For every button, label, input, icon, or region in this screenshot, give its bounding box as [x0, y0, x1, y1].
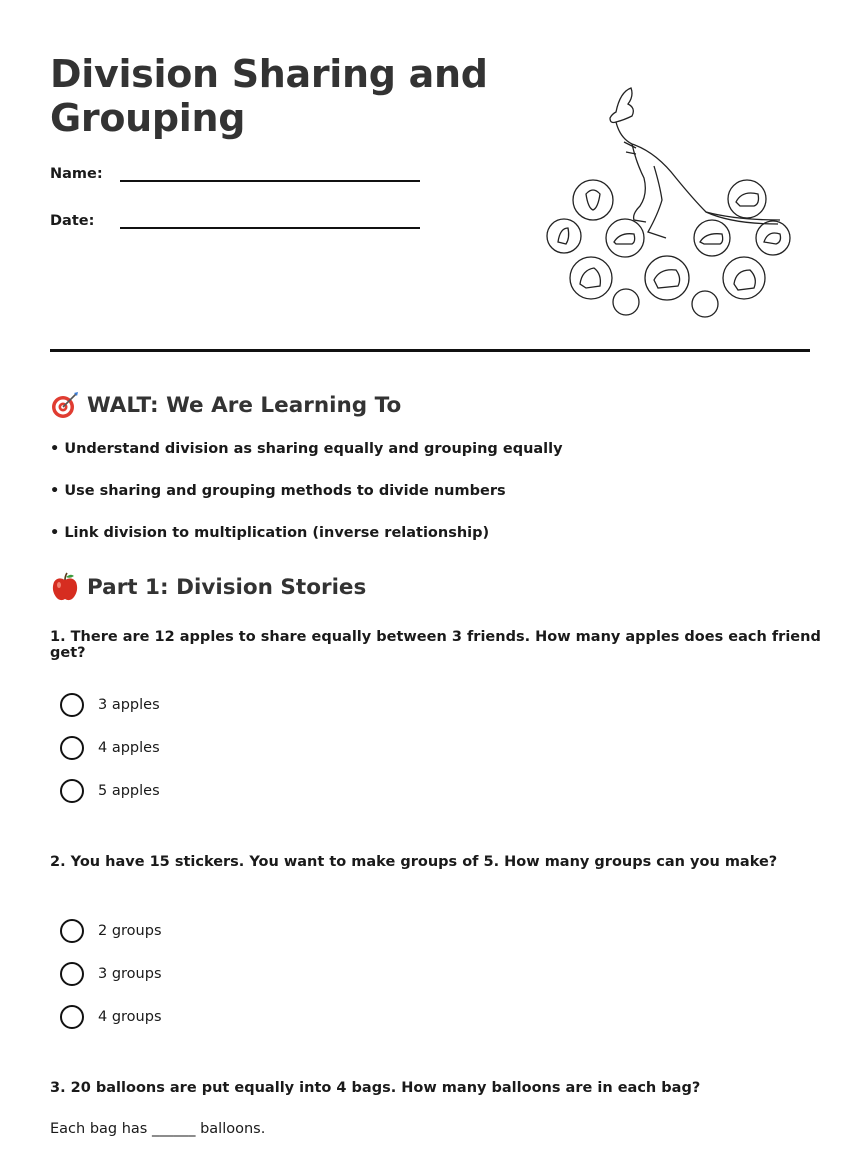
question-1: 1. There are 12 apples to share equally between 3 friends. How many apples does each friend get?	[50, 629, 821, 661]
q2-option-c[interactable]	[60, 1005, 162, 1029]
header-divider	[50, 349, 810, 352]
apple-icon	[50, 572, 80, 602]
part1-heading	[50, 572, 366, 602]
target-icon	[50, 390, 80, 420]
option-label: 4 apples	[98, 740, 160, 756]
radio-button[interactable]	[60, 962, 84, 986]
walt-item: • Understand division as sharing equally and grouping equally	[50, 441, 563, 457]
name-label: Name:	[50, 166, 103, 182]
question-3: 3. 20 balloons are put equally into 4 bags. How many balloons are in each bag?	[50, 1080, 701, 1096]
option-label: 5 apples	[98, 783, 160, 799]
q2-option-b[interactable]	[60, 962, 162, 986]
radio-button[interactable]	[60, 1005, 84, 1029]
option-label: 2 groups	[98, 923, 162, 939]
question-2: 2. You have 15 stickers. You want to make groups of 5. How many groups can you make?	[50, 854, 778, 870]
page-title: Division Sharing and Grouping	[50, 52, 488, 140]
option-label: 3 groups	[98, 966, 162, 982]
q1-option-a[interactable]	[60, 693, 160, 717]
option-label: 4 groups	[98, 1009, 162, 1025]
walt-heading-text: WALT: We Are Learning To	[87, 392, 402, 418]
q1-option-c[interactable]	[60, 779, 160, 803]
name-input-line[interactable]	[120, 168, 420, 182]
q1-option-b[interactable]	[60, 736, 160, 760]
radio-button[interactable]	[60, 736, 84, 760]
fill-in-answer[interactable]: Each bag has ______ balloons.	[50, 1121, 266, 1137]
walt-item: • Use sharing and grouping methods to divide numbers	[50, 483, 506, 499]
walt-heading	[50, 390, 401, 420]
radio-button[interactable]	[60, 693, 84, 717]
date-input-line[interactable]	[120, 215, 420, 229]
date-field-row	[50, 213, 420, 229]
radio-button[interactable]	[60, 919, 84, 943]
date-label: Date:	[50, 213, 95, 229]
name-field-row	[50, 166, 420, 182]
radio-button[interactable]	[60, 779, 84, 803]
walt-item: • Link division to multiplication (inverse relationship)	[50, 525, 490, 541]
kangaroo-animals-illustration	[536, 82, 796, 322]
part1-heading-text: Part 1: Division Stories	[87, 574, 367, 600]
option-label: 3 apples	[98, 697, 160, 713]
q2-option-a[interactable]	[60, 919, 162, 943]
